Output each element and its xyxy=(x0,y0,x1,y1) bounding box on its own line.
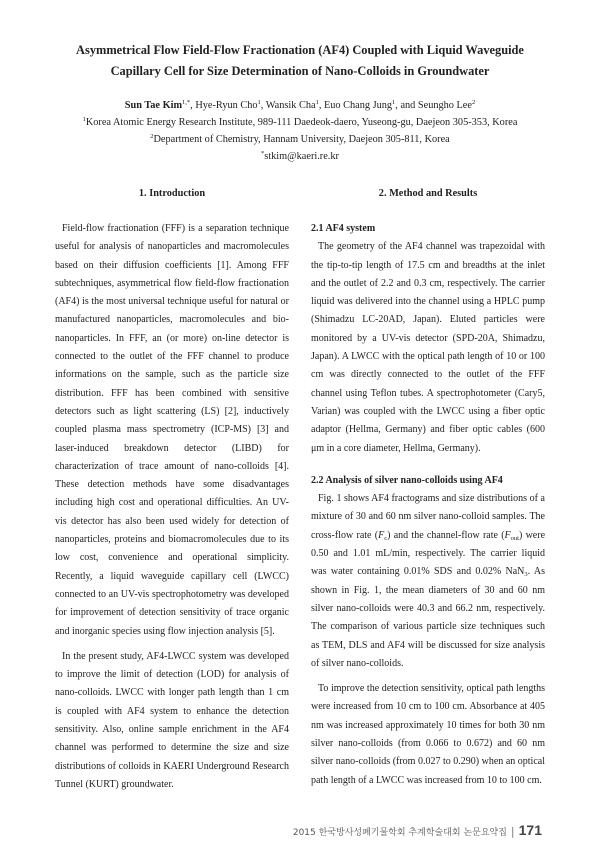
affiliation-2 xyxy=(20,131,580,148)
paper-title xyxy=(40,40,560,82)
introduction-heading: 1. Introduction xyxy=(138,188,206,199)
affiliation-1 xyxy=(20,114,580,131)
author-3-affiliation: 1 xyxy=(315,99,319,106)
author-conjunction: , and xyxy=(395,100,418,111)
author-4-affiliation: 1 xyxy=(392,99,396,106)
author-4: Euo Chang Jung xyxy=(323,100,393,111)
p22-part-c: ) were 0.50 and 1.01 mL/min, respectively. The carrier liquid was water containing 0.01% SDS and 0.02% NaN xyxy=(311,529,546,578)
p22-part-b: ) and the channel-flow rate ( xyxy=(387,529,505,541)
fc-subscript: c xyxy=(384,534,388,542)
title-line-2: Capillary Cell for Size Determination of Nano-Colloids in Groundwater xyxy=(110,64,490,78)
fout-subscript: out xyxy=(510,534,519,542)
email-address: stkim@kaeri.re.kr xyxy=(264,151,339,162)
introduction-paragraph-2: In the present study, AF4-LWCC system was developed to improve the limit of detection (LOD) for analysis of nano-colloids. LWCC with longer path length than 1 cm is coupled with AF4 system to enhance the detection sensitivity. Also, online sample enrichment in the AF4 channel was performed to determine the size and size distributions of colloids in KAERI Underground Research Tunnel (KURT) groundwater. xyxy=(55,650,289,790)
fc-symbol: F xyxy=(378,529,385,541)
p22-part-d: . As shown in Fig. 1, the mean diameters of 30 and 60 nm silver nano-colloids were 40.3 and 66.2 nm, respectively. The comparison of various particle size techniques such as TEM, DLS and AF4 will be discussed for size analysis of silver nano-colloids. xyxy=(311,566,546,669)
author-list: Sun Tae Kim$^{1,*}$, Hye-Ryun Cho$^1$, Wansik Cha$^1$, Euo Chang Jung$^1$, and Seungho Lee$^2$ xyxy=(124,99,476,111)
section-2-1-paragraph: The geometry of the AF4 channel was trapezoidal with the tip-to-tip length of 17.5 cm and breadths at the inlet and the outlet of 2.2 and 0.3 cm, respectively. The carrier liquid was delivered into the channel using a HPLC pump (Shimadzu LC-20AD, Japan). Eluted particles were monitored by a UV-vis detector (SPD-20A, Shimadzu, Japan). A LWCC with the optical path length of 10 or 100 cm was directly connected to the outlet of the FFF channel using Teflon tubes. A spectrophotometer (Cary5, Varian) was coupled with the LWCC using a fiber optic adaptor (Hellma, Germany) and fiber optic cables (600 μm in a core diameter, Hellma, Germany). xyxy=(311,241,545,454)
author-2-affiliation: 1 xyxy=(257,99,261,106)
footer-divider: | xyxy=(510,825,515,838)
author-block xyxy=(20,97,580,165)
page-number: 171 xyxy=(518,822,542,838)
right-column xyxy=(311,184,545,790)
affiliation-1-text: Korea Atomic Energy Research Institute, 989-111 Daedeok-daero, Yuseong-gu, Daejeon 305-353, Korea xyxy=(85,117,518,128)
affiliation-2-number: 2 xyxy=(150,133,154,140)
section-2-1-heading: 2.1 AF4 system xyxy=(311,223,376,234)
affiliation-1-number: 1 xyxy=(82,116,86,123)
email-mark: * xyxy=(261,150,265,157)
author-1-affiliation: 1,* xyxy=(182,99,191,106)
methods-heading: 2. Method and Results xyxy=(378,188,478,199)
fout-symbol: F xyxy=(504,529,511,541)
section-2-2-paragraph-2: To improve the detection sensitivity, optical path lengths were increased from 10 cm to 100 cm. Absorbance at 405 nm was increased approximately 10 times for both 30 nm silver nano-colloids (from 0.066 to 0.672) and 60 nm silver nano-colloids (from 0.027 to 0.290) when an optical path length of a LWCC was increased from 10 to 100 cm. xyxy=(311,683,545,786)
author-2: Hye-Ryun Cho xyxy=(195,100,258,111)
section-2-2-paragraph-1 xyxy=(311,490,545,673)
author-5-affiliation: 2 xyxy=(471,99,476,106)
section-2-2-heading: 2.2 Analysis of silver nano-colloids using AF4 xyxy=(311,474,503,486)
introduction-paragraph-1: Field-flow fractionation (FFF) is a separation technique useful for analysis of nanoparticles and macromolecules based on their diffusion coefficients [1]. Among FFF subtechniques, asymmetrical flow field-flow fractionation (AF4) is the most universal technique useful for natural or manufactured nanoparticles, macromolecules and bio-nanoparticles. In FFF, an (or more) on-line detector is connected to the outlet of the FFF channel to produce informations on the sample, such as the particle size distribution. FFF has been combined with sensitive detectors such as light scattering (LS) [2], inductively coupled plasma mass spectrometry (ICP-MS) [3] and laser-induced breakdown detector (LIBD) for characterization of trace amount of nano-colloids [4]. These detection methods have some disadvantages including high cost and operational difficulties. An UV-vis detector has also been used widely for detection of nanoparticles, proteins and biomacromolecules due to its low cost, convenience and operational simplicity. Recently, a liquid waveguide capillary cell (LWCC) connected to an UV-vis spectrophotometry was developed for improvement of detection sensitivity of trace organic and inorganic species using flow injection analysis [5]. xyxy=(55,223,289,637)
author-3: Wansik Cha xyxy=(265,100,316,111)
p22-part-a: Fig. 1 shows AF4 fractograms and size distributions of a mixture of 30 and 60 nm silver nano-colloid samples. The cross-flow rate ( xyxy=(311,493,545,541)
author-5: Seungho Lee xyxy=(417,100,472,111)
title-line-1: Asymmetrical Flow Field-Flow Fractionation (AF4) Coupled with Liquid Waveguide xyxy=(76,43,524,57)
nan3-subscript: 3 xyxy=(524,571,528,579)
left-column xyxy=(55,184,289,794)
page-footer xyxy=(293,822,542,838)
author-1: Sun Tae Kim xyxy=(124,100,183,111)
conference-name: 2015 한국방사성폐기물학회 추계학술대회 논문요약집 xyxy=(292,828,507,838)
affiliation-2-text: Department of Chemistry, Hannam University, Daejeon 305-811, Korea xyxy=(153,134,450,145)
corresponding-email xyxy=(20,148,580,165)
